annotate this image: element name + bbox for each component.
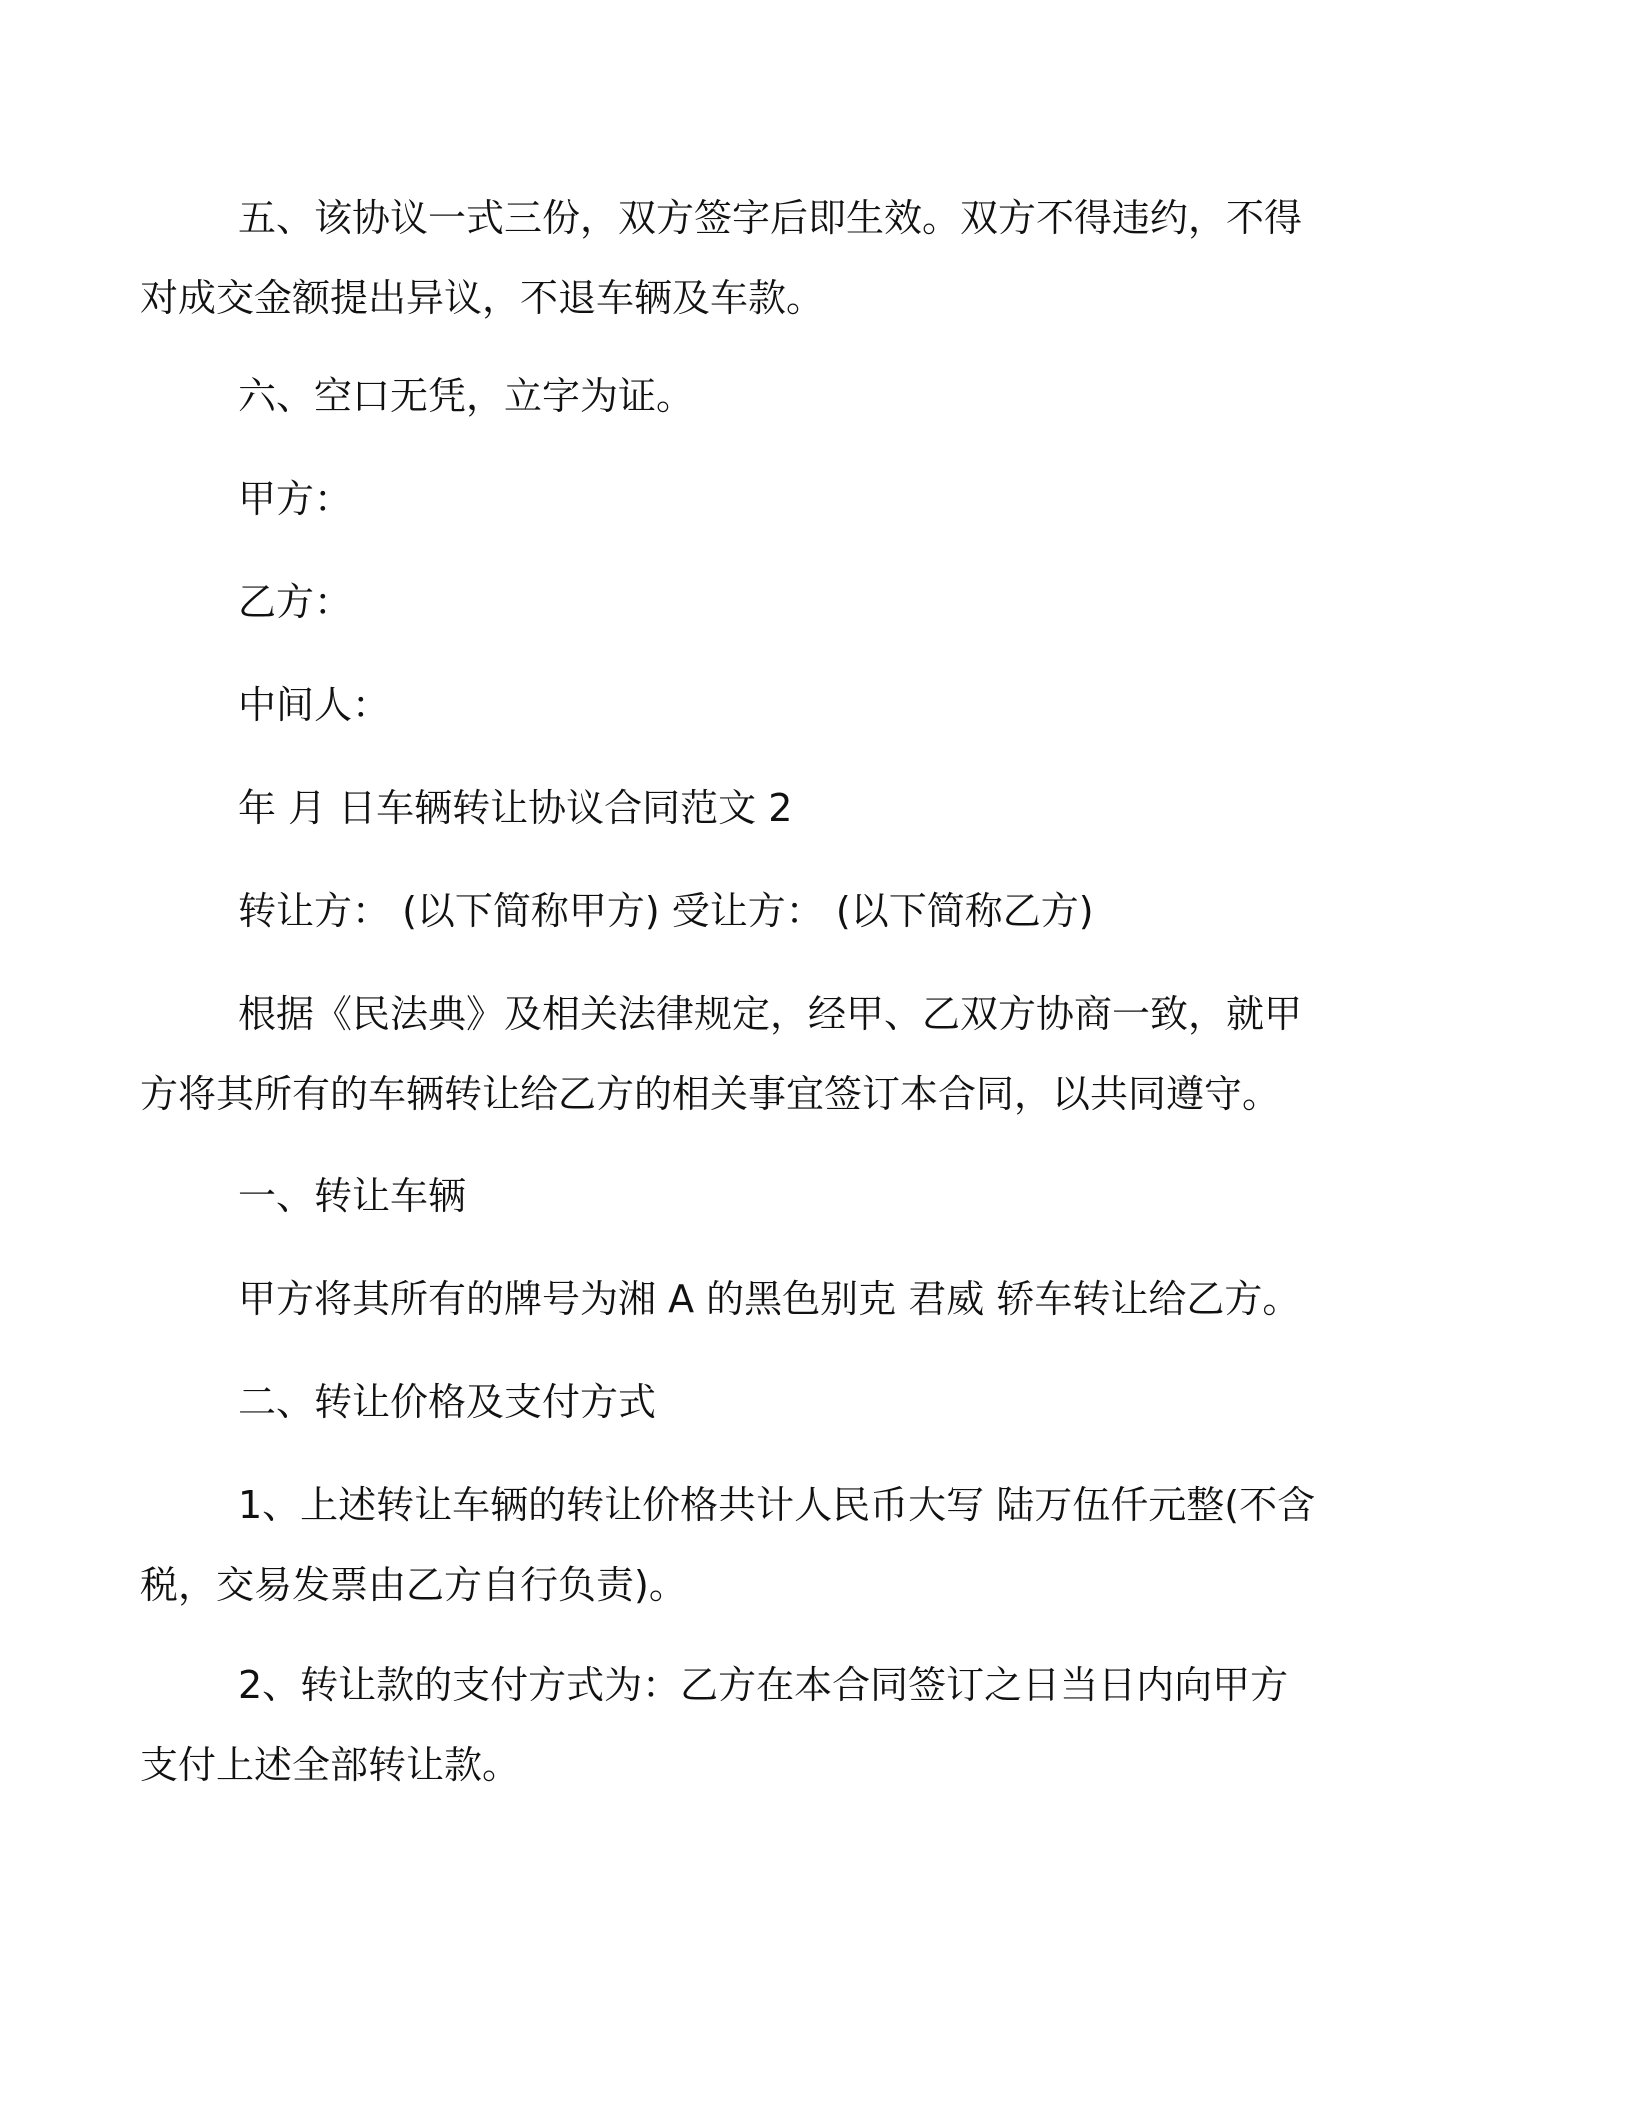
price-clause bbox=[140, 1465, 1398, 1625]
text-line: 对成交金额提出异议，不退车辆及车款。 bbox=[140, 276, 825, 320]
text-line: 1、上述转让车辆的转让价格共计人民币大写 陆万伍仟元整(不含 bbox=[238, 1483, 1316, 1527]
clause-six bbox=[238, 356, 1398, 436]
parties-line bbox=[238, 871, 1398, 951]
text-line: 转让方： (以下简称甲方) 受让方： (以下简称乙方) bbox=[238, 889, 1094, 933]
intermediary-signature-line bbox=[238, 665, 1398, 745]
vehicle-description bbox=[238, 1259, 1398, 1339]
payment-clause bbox=[140, 1645, 1398, 1805]
text-line: 二、转让价格及支付方式 bbox=[238, 1380, 657, 1424]
text-line: 支付上述全部转让款。 bbox=[140, 1743, 521, 1787]
text-line: 年 月 日车辆转让协议合同范文 2 bbox=[238, 786, 793, 830]
text-line: 2、转让款的支付方式为：乙方在本合同签订之日当日内向甲方 bbox=[238, 1663, 1289, 1707]
text-line: 乙方： bbox=[238, 580, 353, 624]
text-line: 方将其所有的车辆转让给乙方的相关事宜签订本合同，以共同遵守。 bbox=[140, 1072, 1281, 1116]
party-b-signature-line bbox=[238, 562, 1398, 642]
text-line: 甲方： bbox=[238, 477, 353, 521]
clause-five bbox=[140, 178, 1398, 338]
text-line: 一、转让车辆 bbox=[238, 1174, 467, 1218]
heading-price-and-payment bbox=[238, 1362, 1398, 1442]
text-line: 六、空口无凭，立字为证。 bbox=[238, 374, 695, 418]
date-and-section-title bbox=[238, 768, 1398, 848]
text-line: 五、该协议一式三份，双方签字后即生效。双方不得违约，不得 bbox=[238, 196, 1303, 240]
heading-transfer-vehicle bbox=[238, 1156, 1398, 1236]
text-line: 甲方将其所有的牌号为湘 A 的黑色别克 君威 轿车转让给乙方。 bbox=[238, 1277, 1301, 1321]
party-a-signature-line bbox=[238, 459, 1398, 539]
text-line: 根据《民法典》及相关法律规定，经甲、乙双方协商一致，就甲 bbox=[238, 992, 1303, 1036]
text-line: 中间人： bbox=[238, 683, 391, 727]
text-line: 税，交易发票由乙方自行负责)。 bbox=[140, 1563, 687, 1607]
preamble bbox=[140, 974, 1398, 1134]
